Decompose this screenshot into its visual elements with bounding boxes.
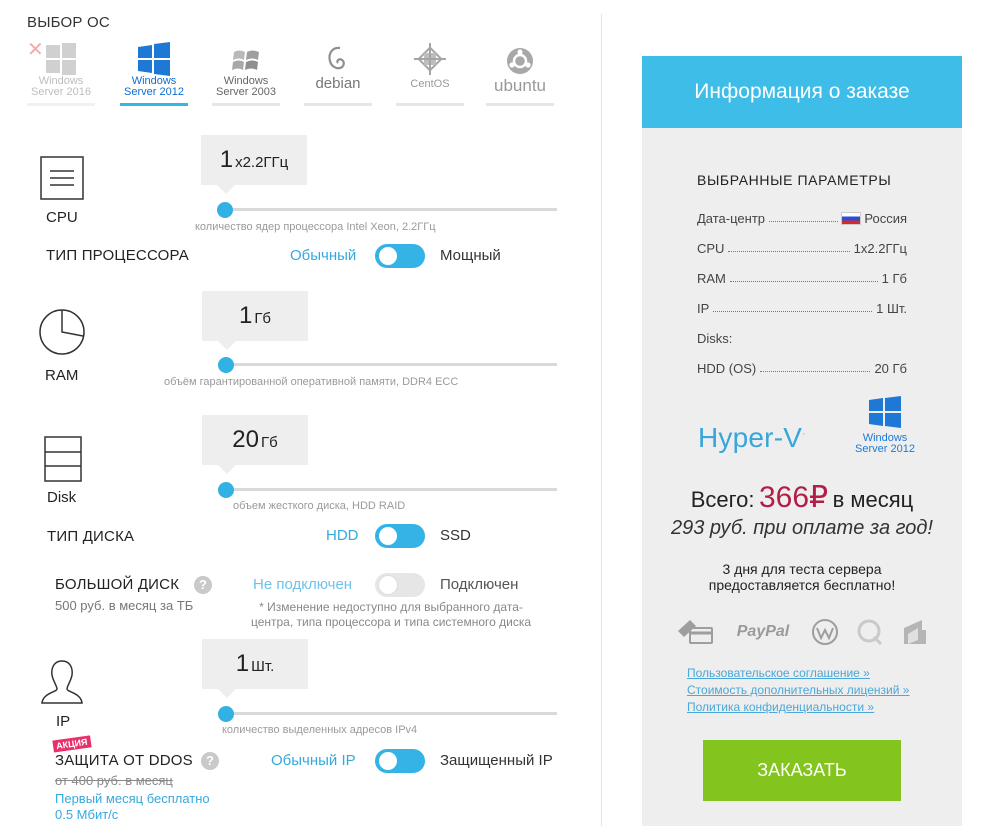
dotted-leader — [760, 371, 870, 372]
ram-slider-handle[interactable] — [218, 357, 234, 373]
test-offer — [642, 561, 962, 593]
ddos-old-price: от 400 руб. в месяц — [55, 773, 173, 788]
cpu-type-title: ТИП ПРОЦЕССОРА — [46, 247, 189, 264]
help-icon[interactable]: ? — [194, 576, 212, 594]
ip-slider-track[interactable] — [218, 712, 557, 715]
os-underline — [212, 103, 280, 106]
cpu-type-option-normal[interactable]: Обычный — [290, 247, 357, 264]
toggle-knob — [379, 527, 397, 545]
param-label: Дата-центр — [697, 211, 766, 226]
big-disk-title: БОЛЬШОЙ ДИСК — [55, 576, 180, 593]
param-label: CPU — [697, 241, 725, 256]
disk-icon — [44, 436, 88, 487]
hyperv-logo: Hyper-V· — [698, 422, 806, 453]
disk-slider-track[interactable] — [218, 488, 557, 491]
yearly-price: 293 руб. при оплате за год! — [671, 517, 933, 539]
ip-hint: количество выделенных адресов IPv4 — [222, 724, 418, 736]
debian-swirl-icon — [304, 40, 372, 76]
cpu-slider-handle[interactable] — [217, 202, 233, 218]
ddos-title: ЗАЩИТА ОТ DDOS — [55, 752, 193, 769]
big-disk-toggle[interactable] — [375, 573, 425, 597]
centos-logo-icon — [396, 40, 464, 76]
ram-value-box — [202, 291, 308, 341]
ddos-option-protected-ip[interactable]: Защищенный IP — [440, 752, 553, 769]
param-value: 1 Гб — [881, 271, 907, 286]
ddos-promo-line1: Первый месяц бесплатно — [55, 791, 210, 806]
link-privacy-policy[interactable]: Политика конфиденциальности » — [687, 700, 875, 714]
os-underline — [486, 103, 554, 106]
datacenter-value: Россия — [864, 211, 907, 226]
os-option-debian[interactable] — [304, 40, 372, 106]
cpu-type-toggle[interactable] — [375, 244, 425, 268]
total-price-line — [642, 480, 962, 515]
dotted-leader — [730, 281, 878, 282]
cpu-icon — [40, 156, 84, 205]
param-label: RAM — [697, 271, 726, 286]
os-option-windows-2003[interactable] — [212, 40, 280, 106]
disk-slider-handle[interactable] — [218, 482, 234, 498]
big-disk-option-on[interactable]: Подключен — [440, 576, 519, 593]
test-offer-line2: предоставляется бесплатно! — [708, 577, 896, 593]
os-section-title: ВЫБОР ОС — [27, 14, 110, 31]
hypervisor-name: Hyper-V — [698, 422, 803, 453]
unavailable-icon: ✕ — [27, 39, 44, 61]
param-label: IP — [697, 301, 710, 316]
toggle-knob — [379, 247, 397, 265]
order-header: Информация о заказе — [642, 56, 962, 128]
disk-label: Disk — [47, 489, 77, 506]
cpu-unit: x2.2ГГц — [235, 154, 289, 171]
disk-type-option-ssd[interactable]: SSD — [440, 527, 471, 544]
os-name: CentOS — [410, 78, 450, 90]
ram-value: 1 — [238, 302, 253, 329]
ddos-option-normal-ip[interactable]: Обычный IP — [271, 752, 356, 769]
order-button[interactable]: ЗАКАЗАТЬ — [703, 740, 901, 801]
cpu-type-option-powerful[interactable]: Мощный — [440, 247, 501, 264]
link-license-costs[interactable]: Стоимость дополнительных лицензий » — [687, 683, 910, 697]
russia-flag-icon — [842, 213, 860, 224]
disk-value-box — [202, 415, 308, 465]
selected-params-title: ВЫБРАННЫЕ ПАРАМЕТРЫ — [697, 172, 892, 188]
card-icon — [676, 616, 716, 648]
os-name: ubuntu — [494, 76, 546, 95]
total-label: Всего: — [690, 487, 755, 512]
param-value: 1 Шт. — [876, 301, 907, 316]
windows-logo-icon — [868, 396, 902, 428]
os-underline — [304, 103, 372, 106]
os-option-windows-2016[interactable] — [27, 40, 95, 106]
cpu-value-box — [201, 135, 307, 185]
os-option-centos[interactable] — [396, 40, 464, 106]
param-label: HDD (OS) — [697, 361, 757, 376]
param-row-ip — [697, 301, 907, 316]
yandex-money-icon — [900, 616, 930, 648]
ram-hint: объём гарантированной оперативной памяти, DDR4 ECC — [164, 376, 459, 388]
ddos-promo-line2: 0.5 Мбит/с — [55, 807, 119, 822]
user-silhouette-icon — [40, 659, 84, 710]
os-underline — [27, 103, 95, 106]
big-disk-price: 500 руб. в месяц за ТБ — [55, 598, 194, 613]
ram-label: RAM — [45, 367, 79, 384]
big-disk-note — [232, 600, 550, 630]
param-row-hdd — [697, 361, 907, 376]
disk-type-option-hdd[interactable]: HDD — [326, 527, 359, 544]
ram-slider-track[interactable] — [218, 363, 557, 366]
os-version: Server 2016 — [31, 86, 91, 98]
disk-unit: Гб — [260, 434, 278, 451]
param-value — [842, 211, 907, 226]
big-disk-note-line2: центра, типа процессора и типа системного диска — [250, 615, 532, 629]
os-version: Server 2012 — [124, 86, 184, 98]
os-name: debian — [315, 75, 361, 92]
promo-badge: АКЦИЯ — [52, 735, 91, 752]
total-period: в месяц — [832, 487, 914, 512]
os-version: Server 2003 — [216, 86, 276, 98]
cpu-slider-track[interactable] — [218, 208, 557, 211]
os-name: Windows — [38, 75, 84, 87]
param-row-ram — [697, 271, 907, 286]
qiwi-icon — [855, 616, 885, 648]
help-icon[interactable]: ? — [201, 752, 219, 770]
windows-flag-icon — [212, 40, 280, 76]
dotted-leader — [769, 221, 838, 222]
ip-slider-handle[interactable] — [218, 706, 234, 722]
dotted-leader — [713, 311, 872, 312]
os-logo-line1: Windows — [862, 432, 908, 444]
disk-hint: объем жесткого диска, HDD RAID — [233, 500, 406, 512]
ip-value-box — [202, 639, 308, 689]
big-disk-option-off[interactable]: Не подключен — [253, 576, 353, 593]
param-label: Disks: — [697, 331, 733, 346]
os-option-ubuntu[interactable] — [486, 40, 554, 106]
paypal-logo: PayPal — [736, 623, 790, 640]
disk-value: 20 — [232, 426, 259, 453]
ip-label: IP — [56, 713, 71, 730]
param-value: 20 Гб — [874, 361, 907, 376]
cpu-hint: количество ядер процессора Intel Xeon, 2.2ГГц — [195, 221, 436, 233]
os-name: Windows — [131, 75, 177, 87]
windows-logo-icon — [120, 40, 188, 76]
ip-unit: Шт. — [251, 658, 275, 675]
param-value: 1x2.2ГГц — [853, 241, 907, 256]
toggle-knob — [379, 576, 397, 594]
webmoney-icon — [810, 616, 840, 648]
os-option-windows-2012[interactable] — [120, 40, 188, 106]
param-row-datacenter — [697, 211, 907, 226]
os-underline — [396, 103, 464, 106]
test-offer-line1: 3 дня для теста сервера — [722, 561, 882, 577]
windows-server-2012-logo — [853, 396, 917, 455]
total-price: 366₽ — [758, 481, 829, 514]
ram-pie-icon — [38, 308, 82, 361]
disk-type-toggle[interactable] — [375, 524, 425, 548]
toggle-knob — [379, 752, 397, 770]
ddos-toggle[interactable] — [375, 749, 425, 773]
disk-type-title: ТИП ДИСКА — [47, 528, 135, 545]
big-disk-note-line1: * Изменение недоступно для выбранного дата- — [259, 600, 523, 614]
os-underline — [120, 103, 188, 106]
dotted-leader — [728, 251, 849, 252]
os-logo-line2: Server 2012 — [855, 443, 915, 455]
cpu-value: 1 — [219, 146, 234, 173]
ubuntu-circle-icon — [486, 40, 554, 76]
param-row-cpu — [697, 241, 907, 256]
link-user-agreement[interactable]: Пользовательское соглашение » — [687, 666, 870, 680]
ram-unit: Гб — [254, 310, 272, 327]
cpu-label: CPU — [46, 209, 78, 226]
ip-value: 1 — [235, 650, 250, 677]
os-name: Windows — [223, 75, 269, 87]
param-row-disks — [697, 331, 907, 346]
